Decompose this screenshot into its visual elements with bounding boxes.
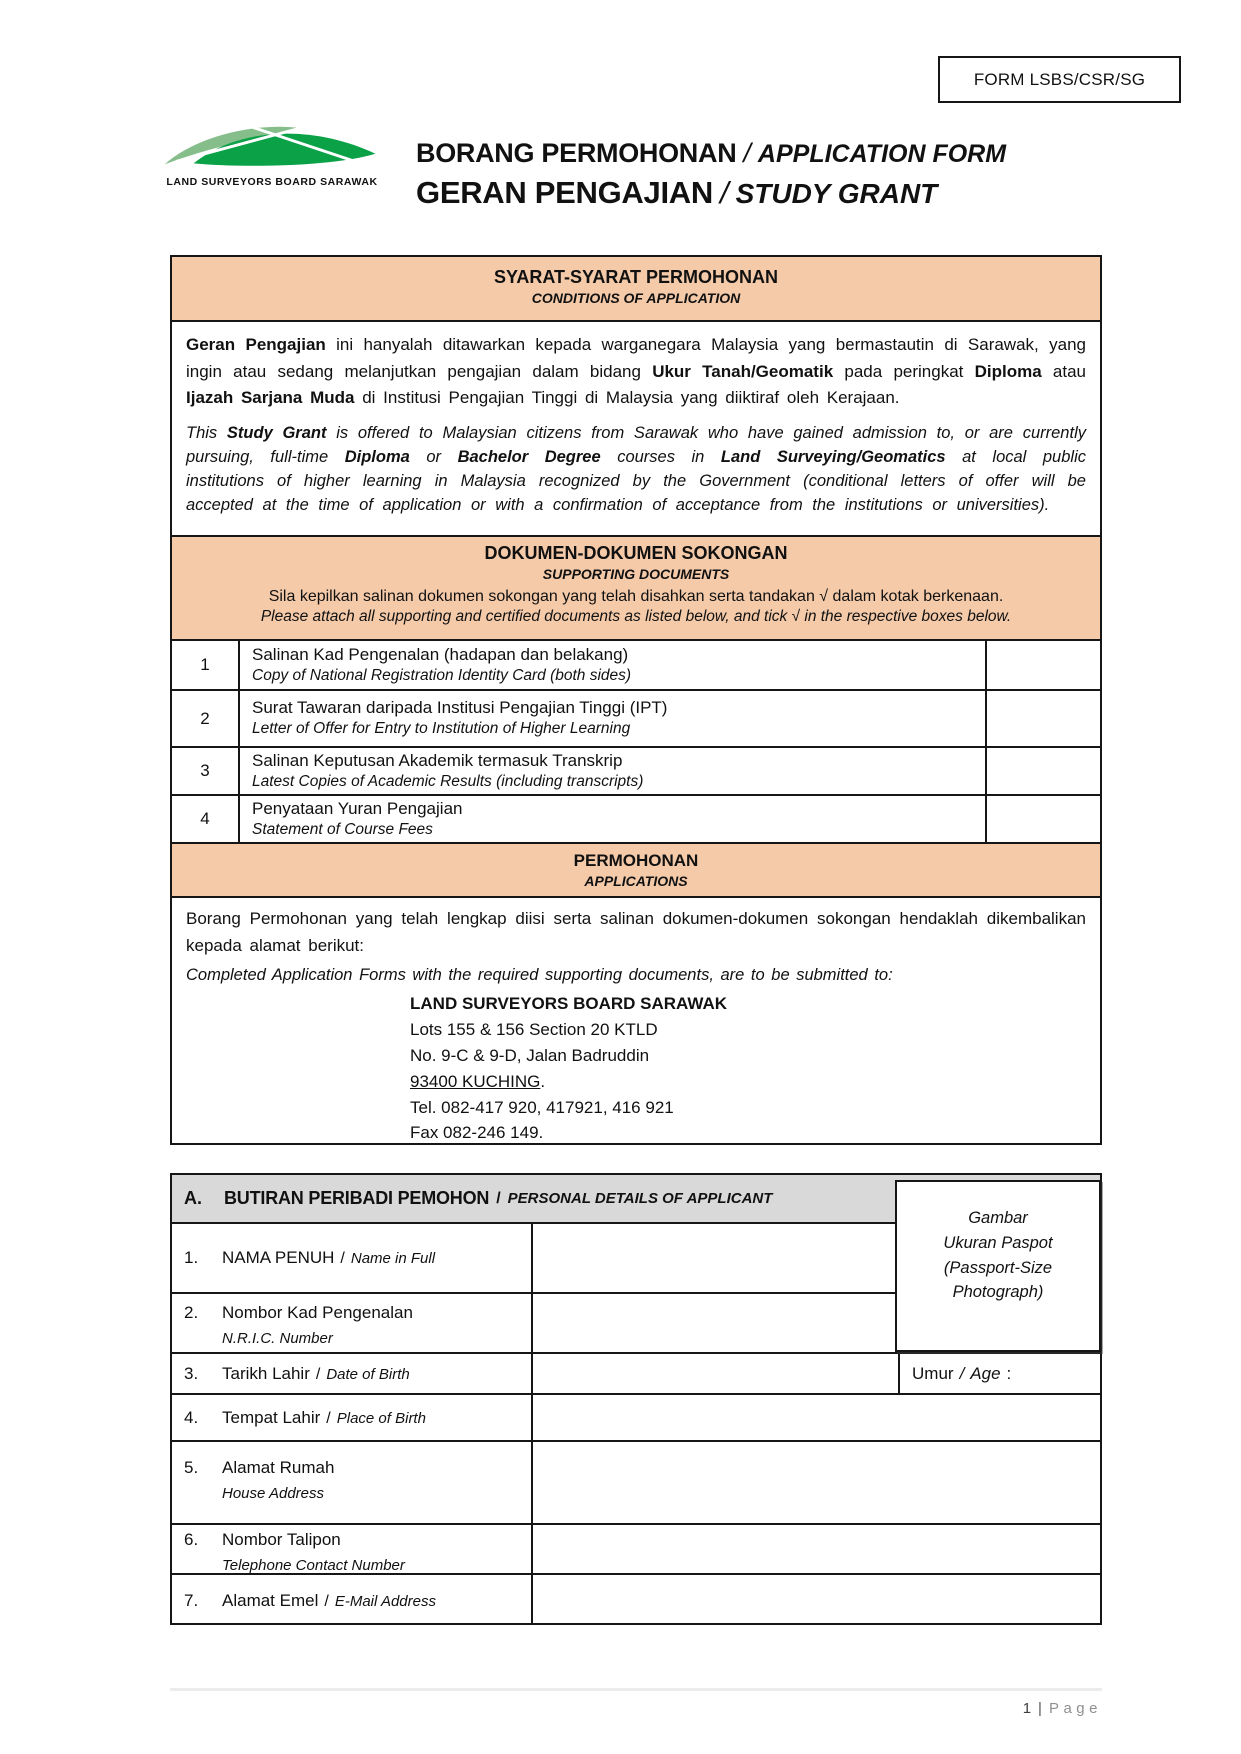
row-label	[222, 1248, 435, 1268]
row-label	[222, 1364, 410, 1384]
row-email	[172, 1575, 1100, 1625]
label-english: Name in Full	[350, 1250, 436, 1267]
label-english: House Address	[222, 1485, 324, 1502]
section-a-separator: /	[496, 1189, 501, 1207]
applications-title-malay: PERMOHONAN	[573, 851, 699, 870]
documents-title-english: SUPPORTING DOCUMENTS	[542, 566, 730, 583]
document-title-english: Latest Copies of Academic Results (including transcripts)	[252, 772, 644, 790]
section-a-index: A.	[184, 1188, 202, 1208]
document-description	[240, 691, 985, 746]
title-line-2	[416, 174, 1006, 213]
conditions-paragraph-english: This Study Grant is offered to Malaysian citizens from Sarawak who have gained admission to, or are currently pursuing, full-time Diploma or Bachelor Degree courses in Land Surveying/Geomatics at local public institutions of higher learning in Malaysia recognized by the Government (conditional letters of offer will be accepted at the time of application or with a confirmation of acceptance from the institutions or universities).	[186, 423, 1086, 515]
doc-2-checkbox-cell[interactable]	[985, 691, 1100, 746]
document-row-2	[172, 691, 1100, 748]
label-english: Date of Birth	[326, 1365, 410, 1383]
form-code-badge	[938, 56, 1181, 103]
row-label	[222, 1408, 426, 1428]
form-title	[416, 136, 1006, 213]
document-row-3	[172, 748, 1100, 796]
age-label-colon: :	[1006, 1363, 1012, 1383]
document-title-malay: Salinan Keputusan Akademik termasuk Transkrip	[252, 750, 623, 770]
row-number: 6.	[184, 1530, 199, 1549]
row-number: 1.	[184, 1248, 199, 1267]
conditions-paragraph-malay: Geran Pengajian ini hanyalah ditawarkan kepada warganegara Malaysia yang bermastautin di Sarawak, yang ingin atau sedang melanjutkan pengajian dalam bidang Ukur Tanah/Geomatik pada peringkat Diploma atau Ijazah Sarjana Muda di Institusi Pengajian Tinggi di Malaysia yang diiktiraf oleh Kerajaan.	[186, 335, 1087, 408]
address-city-period: .	[540, 1071, 546, 1091]
documents-title-malay: DOKUMEN-DOKUMEN SOKONGAN	[484, 543, 788, 563]
lsbs-logo-icon	[156, 116, 384, 174]
doc-1-checkbox-cell[interactable]	[985, 641, 1100, 689]
title1-english: APPLICATION FORM	[757, 140, 1007, 168]
document-title-english: Statement of Course Fees	[252, 820, 433, 838]
label-malay: NAMA PENUH	[222, 1248, 335, 1267]
label-home-address	[172, 1442, 533, 1523]
address-line-2: No. 9-C & 9-D, Jalan Badruddin	[410, 1045, 650, 1065]
submission-address	[410, 991, 1086, 1145]
home-address-input-cell[interactable]	[533, 1442, 1100, 1523]
document-number: 2	[172, 691, 240, 746]
applications-instruction-english: Completed Application Forms with the required supporting documents, are to be submitted to:	[186, 966, 893, 985]
row-label	[222, 1530, 405, 1574]
label-separator: /	[340, 1250, 345, 1267]
address-city: 93400 KUCHING	[410, 1071, 541, 1091]
row-label	[222, 1303, 413, 1347]
address-telephone: Tel. 082-417 920, 417921, 416 921	[410, 1097, 674, 1117]
document-row-1	[172, 641, 1100, 691]
form-code-text: FORM LSBS/CSR/SG	[973, 69, 1146, 89]
row-number: 2.	[184, 1303, 199, 1322]
email-input-cell[interactable]	[533, 1575, 1100, 1625]
label-separator: /	[315, 1365, 321, 1383]
row-label	[222, 1591, 436, 1611]
document-row-4	[172, 796, 1100, 842]
label-separator: /	[324, 1593, 329, 1610]
address-fax: Fax 082-246 149.	[410, 1123, 544, 1143]
passport-photo-box[interactable]	[895, 1180, 1101, 1352]
row-telephone	[172, 1525, 1100, 1575]
title2-english: STUDY GRANT	[735, 178, 938, 210]
row-number: 4.	[184, 1407, 199, 1427]
address-line-1: Lots 155 & 156 Section 20 KTLD	[410, 1020, 658, 1040]
row-number: 7.	[184, 1591, 199, 1610]
page-number-separator: |	[1038, 1700, 1042, 1717]
documents-header-band	[170, 537, 1102, 641]
document-description	[240, 748, 985, 794]
conditions-title-english: CONDITIONS OF APPLICATION	[531, 290, 741, 307]
pob-input-cell[interactable]	[533, 1395, 1100, 1440]
title2-separator: /	[719, 175, 729, 211]
label-malay: Tempat Lahir	[222, 1407, 321, 1427]
row-number: 3.	[184, 1363, 199, 1383]
dob-input-cell[interactable]	[533, 1354, 898, 1393]
lsbs-logo	[156, 116, 388, 188]
applications-body	[170, 898, 1102, 1145]
page-number: 1	[1022, 1700, 1032, 1717]
document-title-english: Copy of National Registration Identity Card (both sides)	[252, 666, 632, 684]
documents-note-malay: Sila kepilkan salinan dokumen sokongan yang telah disahkan serta tandakan √ dalam kotak berkenaan.	[268, 587, 1004, 605]
photo-box-line: (Passport-Size	[943, 1258, 1053, 1277]
label-place-of-birth	[172, 1395, 533, 1440]
conditions-header-band	[170, 255, 1102, 322]
documents-checklist	[170, 641, 1102, 844]
label-telephone	[172, 1525, 533, 1573]
document-number: 1	[172, 641, 240, 689]
label-malay: Nombor Kad Pengenalan	[222, 1303, 413, 1322]
label-email	[172, 1575, 533, 1625]
document-number: 4	[172, 796, 240, 842]
document-title-english: Letter of Offer for Entry to Institution of Higher Learning	[252, 720, 631, 738]
title2-malay: GERAN PENGAJIAN	[416, 175, 713, 211]
title-line-1	[416, 136, 1006, 171]
document-number: 3	[172, 748, 240, 794]
photo-box-line: Ukuran Paspot	[943, 1233, 1053, 1252]
document-title-malay: Salinan Kad Pengenalan (hadapan dan belakang)	[252, 644, 629, 664]
document-description	[240, 796, 985, 842]
logo-caption: LAND SURVEYORS BOARD SARAWAK	[166, 176, 378, 188]
section-a-title-english: PERSONAL DETAILS OF APPLICANT	[507, 1190, 773, 1207]
label-malay: Nombor Talipon	[222, 1530, 341, 1549]
row-place-of-birth	[172, 1395, 1100, 1442]
title1-malay: BORANG PERMOHONAN	[416, 138, 737, 168]
doc-3-checkbox-cell[interactable]	[985, 748, 1100, 794]
label-english: E-Mail Address	[334, 1593, 436, 1610]
address-city-line	[410, 1069, 1086, 1095]
title1-separator: /	[743, 138, 751, 168]
age-label-separator: /	[959, 1363, 965, 1383]
label-malay: Alamat Emel	[222, 1591, 319, 1610]
label-malay: Tarikh Lahir	[222, 1363, 310, 1383]
section-a-title-malay: BUTIRAN PERIBADI PEMOHON	[224, 1188, 490, 1208]
label-full-name	[172, 1224, 533, 1292]
address-org-name: LAND SURVEYORS BOARD SARAWAK	[410, 994, 728, 1014]
row-date-of-birth	[172, 1354, 1100, 1395]
age-input-cell[interactable]	[898, 1354, 1100, 1393]
conditions-title-malay: SYARAT-SYARAT PERMOHONAN	[493, 267, 779, 287]
label-english: Place of Birth	[336, 1409, 426, 1427]
photo-box-line: Gambar	[968, 1209, 1028, 1227]
documents-note-english: Please attach all supporting and certified documents as listed below, and tick √ in the respective boxes below.	[260, 608, 1012, 626]
row-number: 5.	[184, 1458, 199, 1477]
applications-header-band	[170, 844, 1102, 898]
label-nric	[172, 1294, 533, 1352]
page-footer	[170, 1688, 1102, 1717]
document-title-malay: Penyataan Yuran Pengajian	[252, 798, 463, 818]
document-description	[240, 641, 985, 689]
label-date-of-birth	[172, 1354, 533, 1393]
phone-input-cell[interactable]	[533, 1525, 1100, 1573]
label-english: Telephone Contact Number	[222, 1557, 405, 1574]
row-home-address	[172, 1442, 1100, 1525]
conditions-body	[170, 322, 1102, 537]
label-separator: /	[326, 1409, 331, 1427]
label-english: N.R.I.C. Number	[222, 1330, 333, 1347]
document-title-malay: Surat Tawaran daripada Institusi Pengajian Tinggi (IPT)	[252, 698, 668, 718]
doc-4-checkbox-cell[interactable]	[985, 796, 1100, 842]
row-label	[222, 1458, 334, 1502]
page-word: Page	[1048, 1700, 1102, 1717]
age-label-english: Age	[970, 1363, 1001, 1383]
age-label-malay: Umur	[912, 1363, 954, 1383]
applications-title-english: APPLICATIONS	[584, 873, 688, 890]
label-malay: Alamat Rumah	[222, 1458, 335, 1477]
photo-box-line: Photograph)	[952, 1283, 1044, 1302]
applications-instruction-malay: Borang Permohonan yang telah lengkap diisi serta salinan dokumen-dokumen sokongan hendaklah dikembalikan kepada alamat berikut:	[186, 909, 1086, 955]
